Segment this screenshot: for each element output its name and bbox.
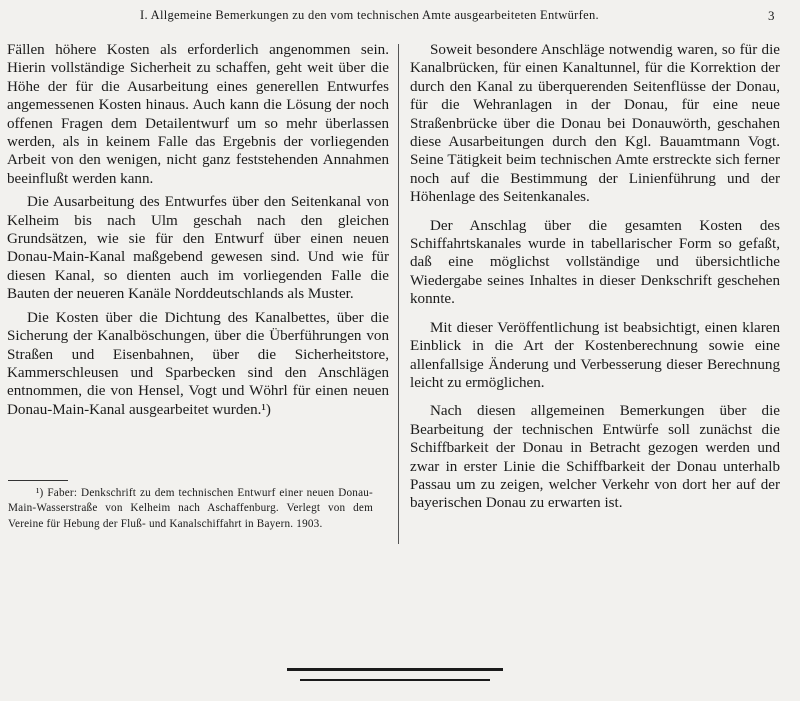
right-column — [410, 41, 780, 513]
end-rule-lower — [300, 679, 490, 681]
running-title: I. Allgemeine Bemerkungen zu den vom technischen Amte ausgearbeiteten Entwürfen. — [140, 8, 599, 22]
paragraph: Der Anschlag über die gesamten Kosten des Schiffahrtskanales wurde in tabellarischer Form so gefaßt, daß eine möglichst vollständige und übersichtliche Wiedergabe seines Inhaltes in dieser Denkschrift geschehen konnte. — [410, 217, 780, 308]
end-rule-upper — [287, 668, 503, 671]
page-number: 3 — [768, 8, 775, 23]
paragraph: Fällen höhere Kosten als erforderlich angenommen sein. Hierin vollständige Sicherheit zu schaffen, geht weit über die Höhe der für die Ausarbeitung eines generellen Entwurfes angemessenen Kosten hinaus. Auch kann die Lösung der noch offenen Fragen dem Detailentwurf um so mehr überlassen werden, als in keinem Falle das Ergebnis der vorliegenden Arbeit von den wenigen, nicht ganz feststehenden Annahmen beeinflußt werden kann. — [7, 42, 389, 187]
left-column — [7, 41, 389, 419]
footnote-rule — [8, 480, 68, 481]
paragraph: Soweit besondere Anschläge notwendig waren, so für die Kanalbrücken, für einen Kanaltunnel, für die Korrektion der durch den Kanal zu überquerenden Seitenflüsse der Donau, für die Wehranlagen in der Donau, für eine neue Straßenbrücke über die Donau bei Donauwörth, geschahen diese Ausarbeitungen durch den Kgl. Bauamtmann Vogt. Seine Tätigkeit beim technischen Amte erstreckte sich ferner noch auf die Bestimmung der Linienführung und der Höhenlage des Seitenkanales. — [410, 42, 780, 206]
column-divider — [398, 44, 399, 544]
footnote-text: ¹) Faber: Denkschrift zu dem technischen Entwurf einer neuen Donau-Main-Wasserstraße von Kelheim nach Aschaffenburg. Verlegt von dem Vereine für Hebung der Fluß- und Kanalschiffahrt in Bayern. 1903. — [8, 487, 373, 530]
paragraph: Die Kosten über die Dichtung des Kanalbettes, über die Sicherung der Kanalböschungen, über die Überführungen von Straßen und Eisenbahnen, über die Sicherheitstore, Kammerschleusen und Sparbecken sind den Anschlägen entnommen, die von Hensel, Vogt und Wöhrl für einen neuen Donau-Main-Kanal ausgearbeitet wurden.¹) — [7, 309, 389, 418]
footnote — [8, 486, 373, 532]
paragraph: Die Ausarbeitung des Entwurfes über den Seitenkanal von Kelheim bis nach Ulm geschah nach den gleichen Grundsätzen, wie sie für den Entwurf über einen neuen Donau-Main-Kanal maßgebend gewesen sind. Und wie für diesen Kanal, so dienten auch im vorliegenden Falle die Bauten der neueren Kanäle Norddeutschlands als Muster. — [7, 194, 389, 303]
paragraph: Nach diesen allgemeinen Bemerkungen über die Bearbeitung der technischen Entwürfe soll zunächst die Schiffbarkeit der Donau in Betracht gezogen werden und zwar in erster Linie die Schiffbarkeit der Donau unterhalb Passau um zu zeigen, welcher Verkehr von dort her auf der bayerischen Donau zu erwarten ist. — [410, 403, 780, 512]
paragraph: Mit dieser Veröffentlichung ist beabsichtigt, einen klaren Einblick in die Art der Kostenberechnung sowie eine allenfallsige Änderung und Verbesserung dieser Berechnung leicht zu ermöglichen. — [410, 319, 780, 391]
